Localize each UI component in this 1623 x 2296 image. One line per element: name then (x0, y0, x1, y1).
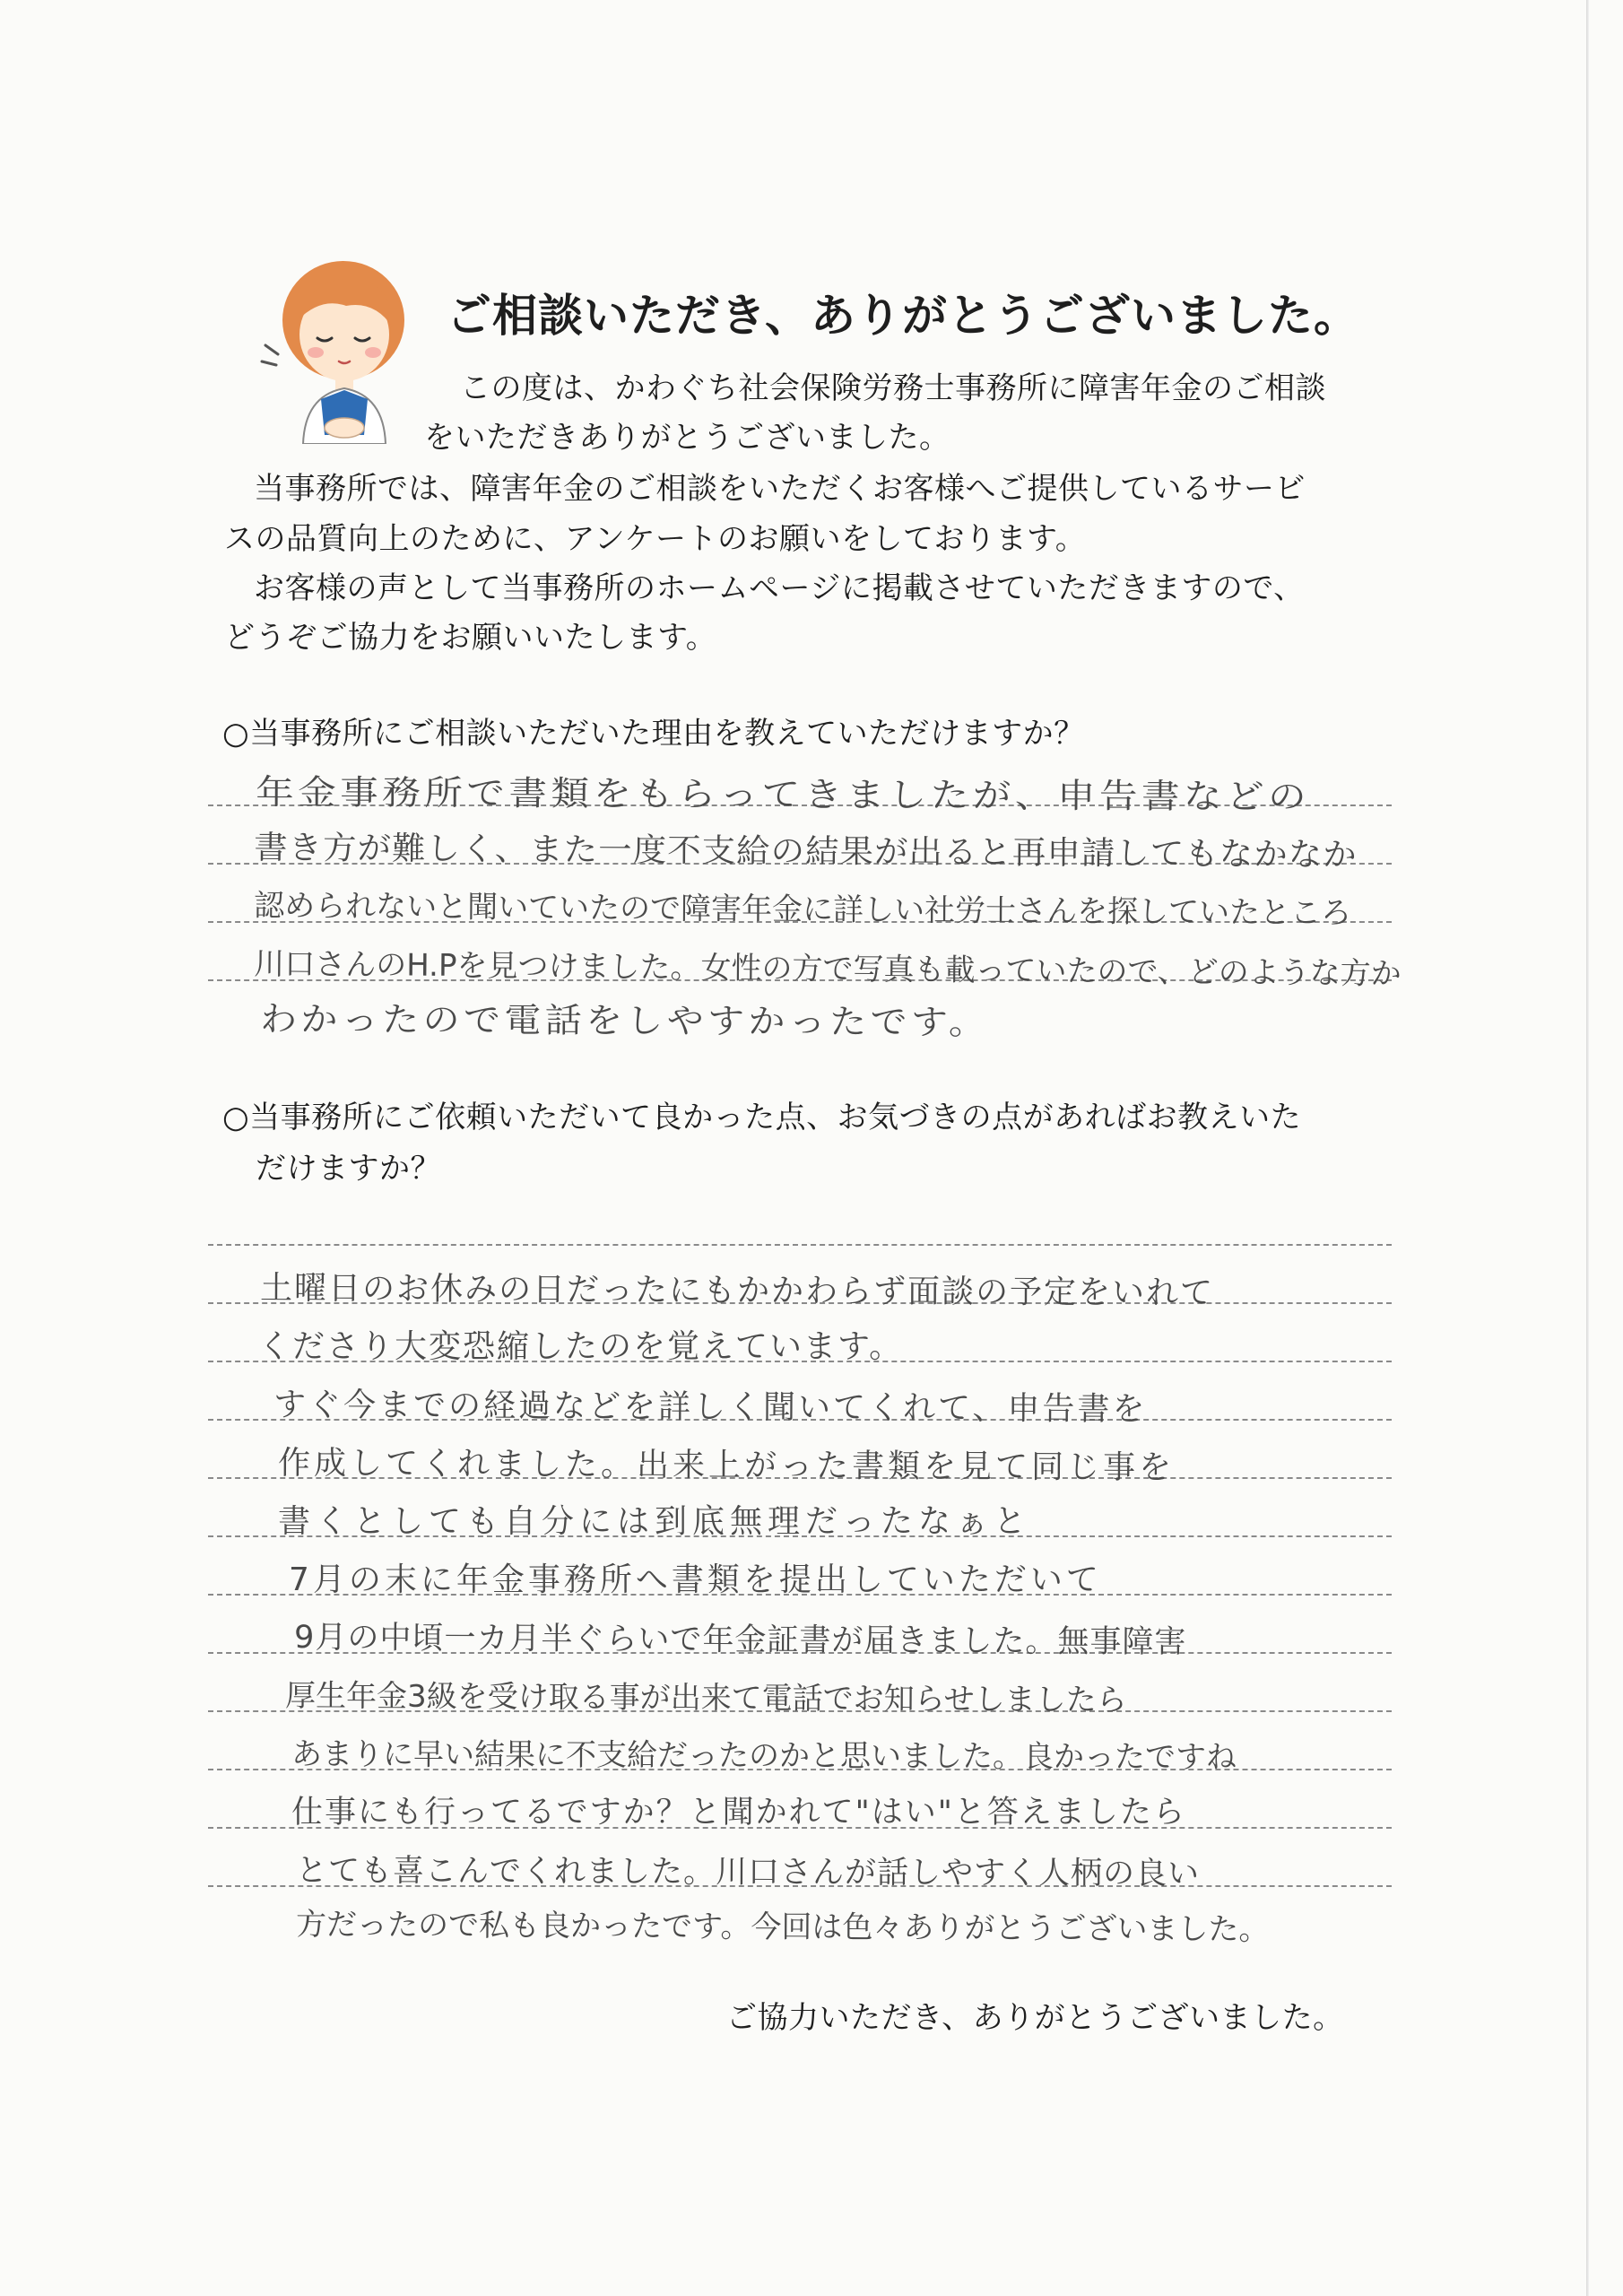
handwritten-answer-1-line-5: わかったので電話をしやすかったです。 (260, 999, 990, 1042)
handwritten-answer-2-line-2: くださり大変恐縮したのを覚えています。 (258, 1328, 904, 1365)
handwritten-answer-2-line-8: 厚生年金3級を受け取る事が出来て電話でお知らせしましたら (285, 1678, 1127, 1718)
handwritten-answer-2-line-12: 方だったので私も良かったです。今回は色々ありがとうございました。 (296, 1907, 1270, 1948)
handwritten-answer-2-line-5: 書くとしても自分には到底無理だったなぁと (278, 1503, 1032, 1540)
intro-line-3: 当事務所では、障害年金のご相談をいただくお客様へご提供しているサービ (254, 471, 1306, 507)
handwritten-answer-2-line-1: 土曜日のお休みの日だったにもかかわらず面談の予定をいれて (260, 1270, 1215, 1312)
handwritten-answer-2-line-7: 9月の中頃一カ月半ぐらいで年金証書が届きました。無事障害 (294, 1620, 1187, 1661)
closing-thanks: ご協力いただき、ありがとうございました。 (726, 2000, 1344, 2036)
handwritten-answer-2-line-11: とても喜こんでくれました。川口さんが話しやすく人柄の良い (296, 1853, 1201, 1892)
page-edge (1586, 0, 1589, 2296)
question-1: ○当事務所にご相談いただいた理由を教えていただけますか？ (222, 716, 1085, 752)
intro-line-2: をいただきありがとうございました。 (424, 420, 950, 456)
question-2-line-1: ○当事務所にご依頼いただいて良かった点、お気づきの点があればお教えいた (222, 1100, 1302, 1135)
handwritten-answer-1-line-1: 年金事務所で書類をもらってきましたが、申告書などの (256, 772, 1311, 817)
intro-line-6: どうぞご協力をお願いいたします。 (224, 620, 717, 656)
answer-rule (208, 1244, 1392, 1246)
handwritten-answer-1-line-2: 書き方が難しく、また一度不支給の結果が出ると再申請してもなかなか (254, 830, 1358, 874)
handwritten-answer-2-line-4: 作成してくれました。出来上がった書類を見て同じ事を (278, 1445, 1176, 1487)
handwritten-answer-1-line-4: 川口さんのH.Pを見つけました。女性の方で写真も載っていたので、どのような方か (254, 946, 1402, 993)
question-2-line-2: だけますか？ (256, 1151, 441, 1187)
intro-line-4: スの品質向上のために、アンケートのお願いをしております。 (224, 521, 1087, 557)
intro-line-5: お客様の声として当事務所のホームページに掲載させていただきますので、 (254, 570, 1305, 606)
intro-line-1: この度は、かわぐち社会保険労務士事務所に障害年金のご相談 (460, 370, 1326, 406)
handwritten-answer-2-line-6: 7月の末に年金事務所へ書類を提出していただいて (289, 1561, 1102, 1598)
handwritten-answer-2-line-10: 仕事にも行ってるですか？と聞かれて"はい"と答えましたら (291, 1795, 1186, 1831)
consultant-avatar-illustration (258, 256, 420, 444)
handwritten-answer-2-line-3: すぐ今までの経過などを詳しく聞いてくれて、申告書を (273, 1387, 1148, 1429)
handwritten-answer-1-line-3: 認められないと聞いていたので障害年金に詳しい社労士さんを探していたところ (254, 888, 1352, 932)
handwritten-answer-2-line-9: あまりに早い結果に不支給だったのかと思いました。良かったですね (291, 1736, 1237, 1776)
page-title: ご相談いただき、ありがとうございました。 (447, 290, 1359, 342)
